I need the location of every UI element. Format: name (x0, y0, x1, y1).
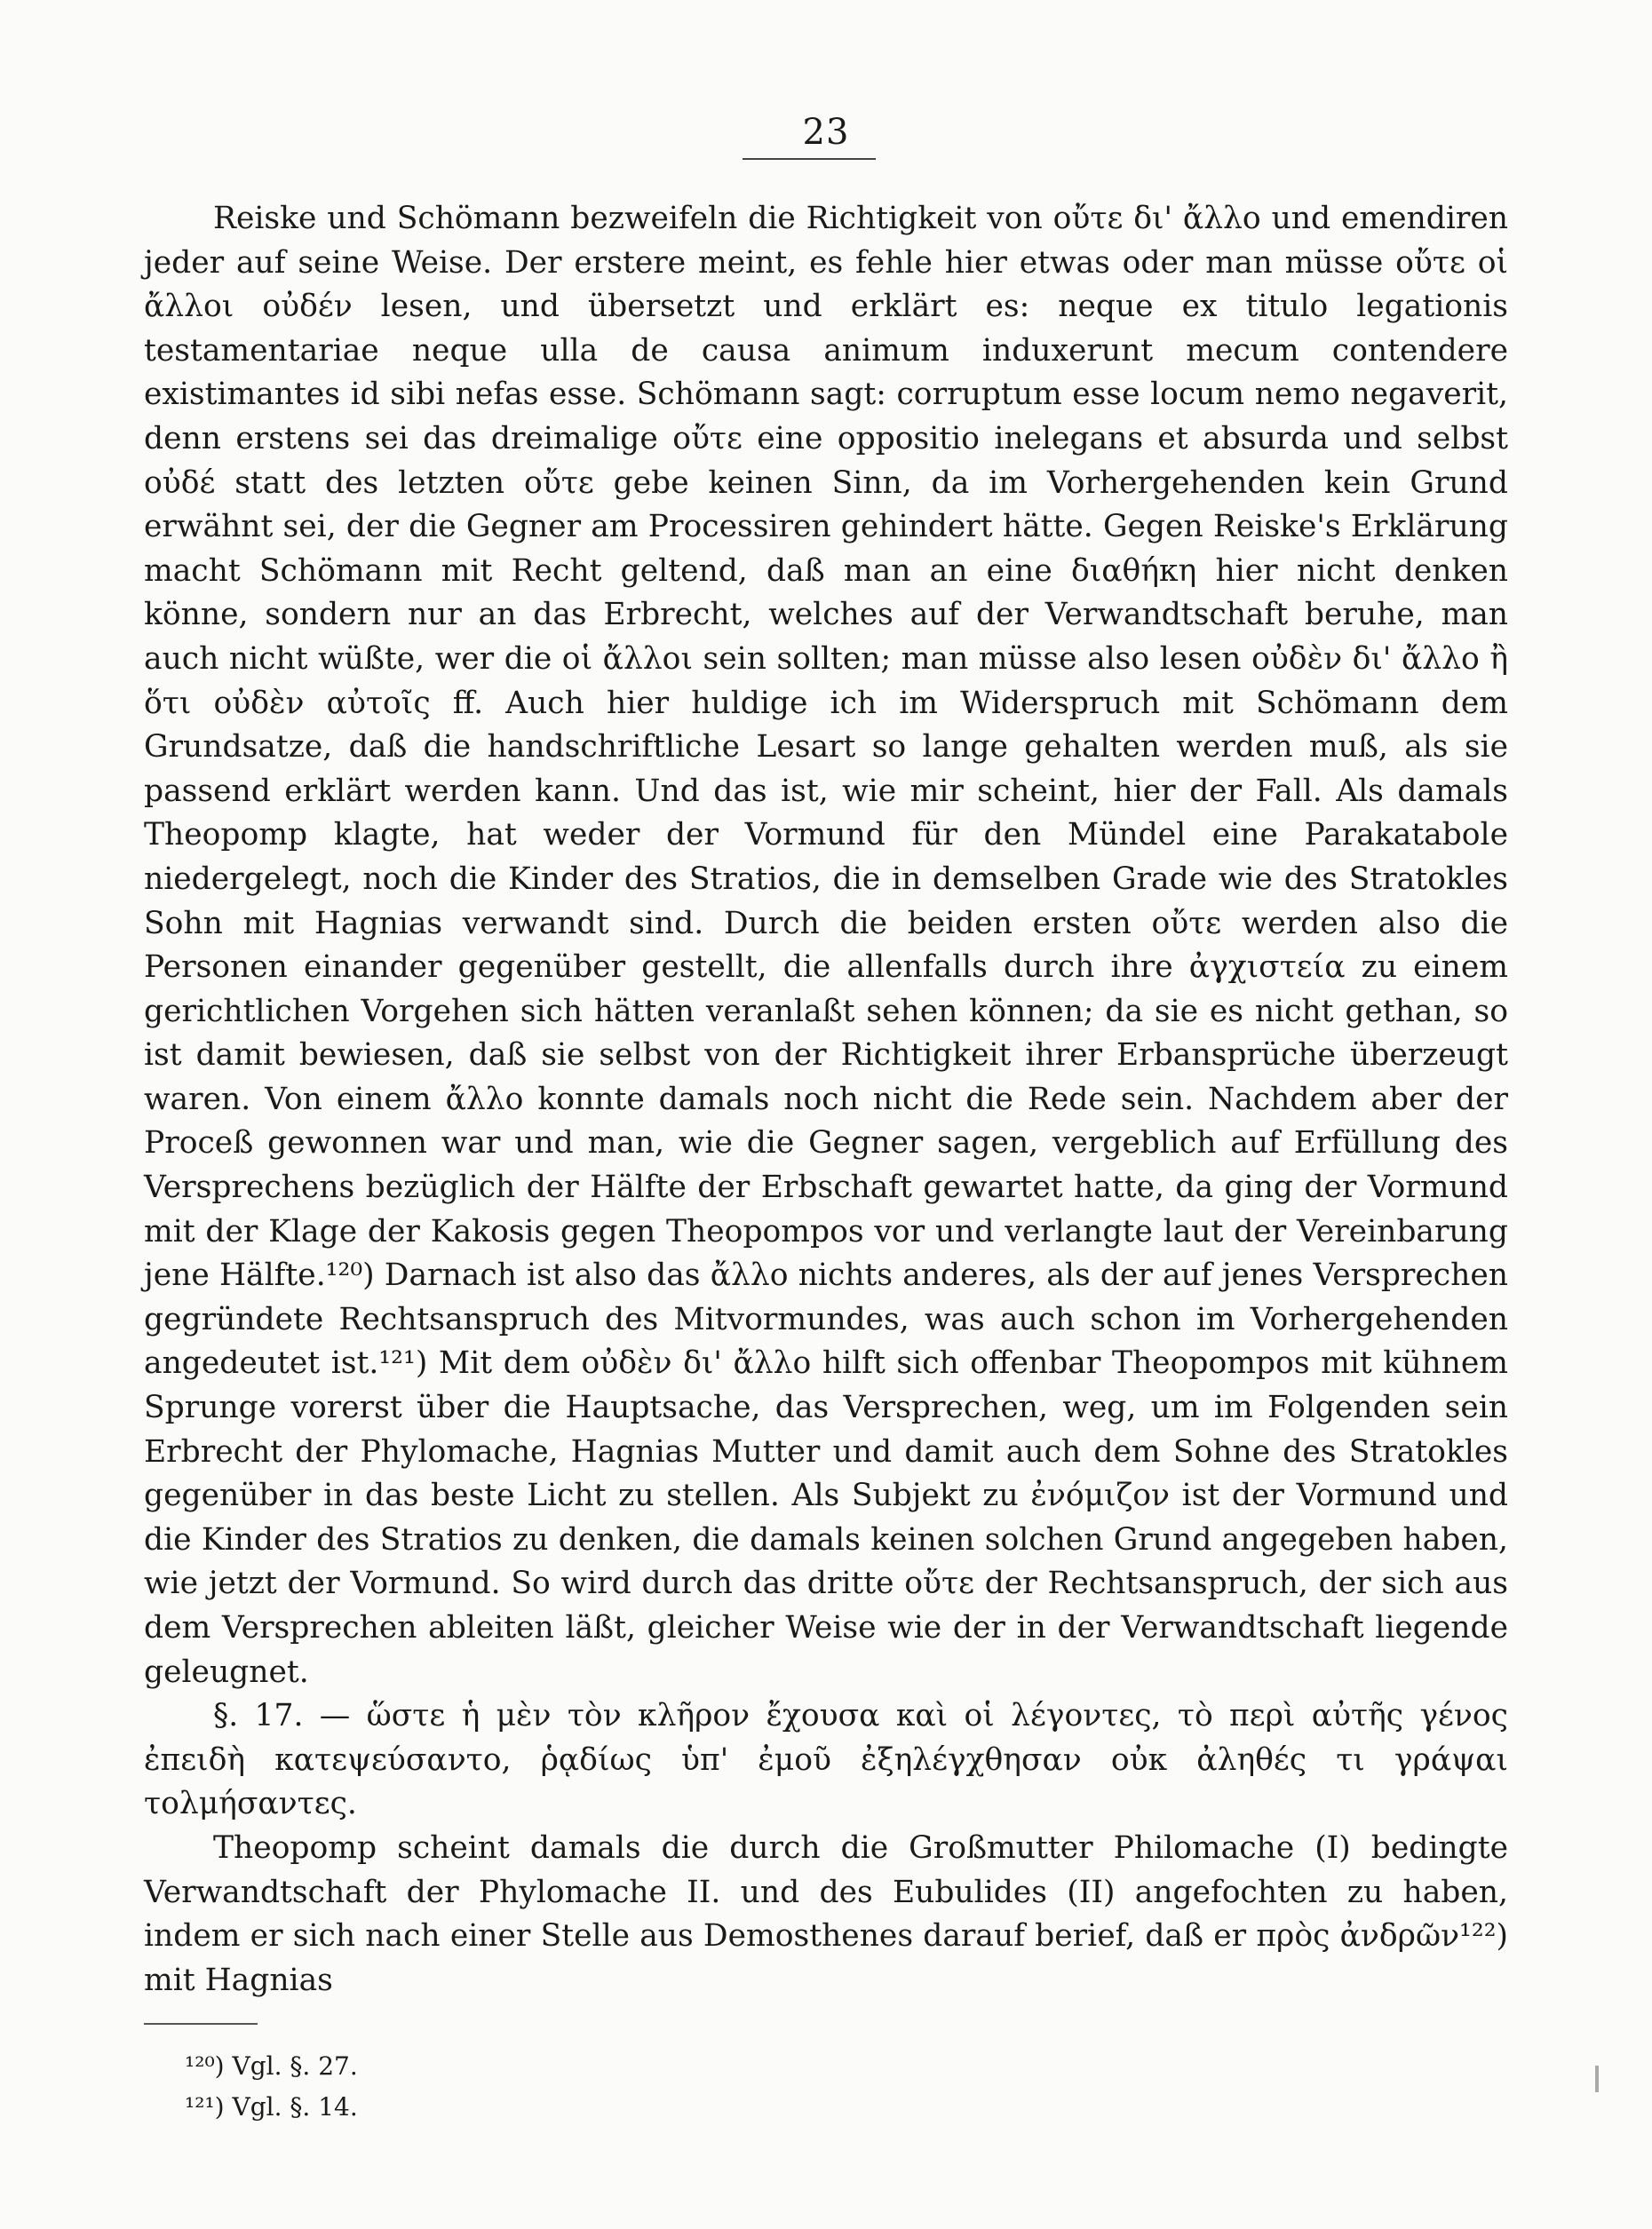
footnote-120: ¹²⁰) Vgl. §. 27. (185, 2051, 358, 2081)
footnotes (185, 2046, 358, 2128)
footnote-121: ¹²¹) Vgl. §. 14. (185, 2092, 358, 2122)
section-17-quote: §. 17. — ὥστε ἡ μὲν τὸν κλῆρον ἔχουσα καὶ οἱ λέγοντες, τὸ περὶ αὐτῆς γένος ἐπειδὴ κατεψεύσαντο, ῥᾳδίως ὑπ' ἐμοῦ ἐξηλέγχθησαν οὐκ ἀληθές τι γράψαι τολμήσαντες. (144, 1698, 1508, 1822)
paragraph-2: Theopomp scheint damals die durch die Großmutter Philomache (I) bedingte Verwandtschaft der Phylomache II. und des Eubulides (II) angefochten zu haben, indem er sich nach einer Stelle aus Demosthenes darauf berief, daß er πρὸς ἀνδρῶν¹²²) mit Hagnias (144, 1829, 1508, 1998)
footnote-divider (144, 2023, 258, 2025)
main-text (144, 197, 1508, 2003)
scan-artifact (1595, 2066, 1599, 2092)
page-number: 23 (802, 112, 850, 153)
paragraph-1: Reiske und Schömann bezweifeln die Richtigkeit von οὔτε δι' ἄλλο und emendiren jeder auf seine Weise. Der erstere meint, es fehle hier etwas oder man müsse οὔτε οἱ ἄλλοι οὐδέν lesen, und übersetzt und erklärt es: neque ex titulo legationis testamentariae neque ulla de causa animum induxerunt mecum contendere existimantes id sibi nefas esse. Schömann sagt: corruptum esse locum nemo negaverit, denn erstens sei das dreimalige οὔτε eine oppositio inelegans et absurda und selbst οὐδέ statt des letzten οὔτε gebe keinen Sinn, da im Vorhergehenden kein Grund erwähnt sei, der die Gegner am Processiren gehindert hätte. Gegen Reiske's Erklärung macht Schömann mit Recht geltend, daß man an eine διαθήκη hier nicht denken könne, sondern nur an das Erbrecht, welches auf der Verwandtschaft beruhe, man auch nicht wüßte, wer die οἱ ἄλλοι sein sollten; man müsse also lesen οὐδὲν δι' ἄλλο ἢ ὅτι οὐδὲν αὐτοῖς ff. Auch hier huldige ich im Widerspruch mit Schömann dem Grundsatze, daß die handschriftliche Lesart so lange gehalten werden muß, als sie passend erklärt werden kann. Und das ist, wie mir scheint, hier der Fall. Als damals Theopomp klagte, hat weder der Vormund für den Mündel eine Parakatabole niedergelegt, noch die Kinder des Stratios, die in demselben Grade wie des Stratokles Sohn mit Hagnias verwandt sind. Durch die beiden ersten οὔτε werden also die Personen einander gegenüber gestellt, die allenfalls durch ihre ἀγχιστεία zu einem gerichtlichen Vorgehen sich hätten veranlaßt sehen können; da sie es nicht gethan, so ist damit bewiesen, daß sie selbst von der Richtigkeit ihrer Erbansprüche überzeugt waren. Von einem ἄλλο konnte damals noch nicht die Rede sein. Nachdem aber der Proceß gewonnen war und man, wie die Gegner sagen, vergeblich auf Erfüllung des Versprechens bezüglich der Hälfte der Erbschaft gewartet hatte, da ging der Vormund mit der Klage der Kakosis gegen Theopompos vor und verlangte laut der Vereinbarung jene Hälfte.¹²⁰) Darnach ist also das ἄλλο nichts anderes, als der auf jenes Versprechen gegründete Rechtsanspruch des Mitvormundes, was auch schon im Vorhergehenden angedeutet ist.¹²¹) Mit dem οὐδὲν δι' ἄλλο hilft sich offenbar Theopompos mit kühnem Sprunge vorerst über die Hauptsache, das Versprechen, weg, um im Folgenden sein Erbrecht der Phylomache, Hagnias Mutter und damit auch dem Sohne des Stratokles gegenüber in das beste Licht zu stellen. Als Subjekt zu ἐνόμιζον ist der Vormund und die Kinder des Stratios zu denken, die damals keinen solchen Grund angegeben haben, wie jetzt der Vormund. So wird durch das dritte οὔτε der Rechtsanspruch, der sich aus dem Versprechen ableiten läßt, gleicher Weise wie der in der Verwandtschaft liegende geleugnet. (144, 201, 1508, 1690)
page-number-rule (743, 158, 876, 160)
